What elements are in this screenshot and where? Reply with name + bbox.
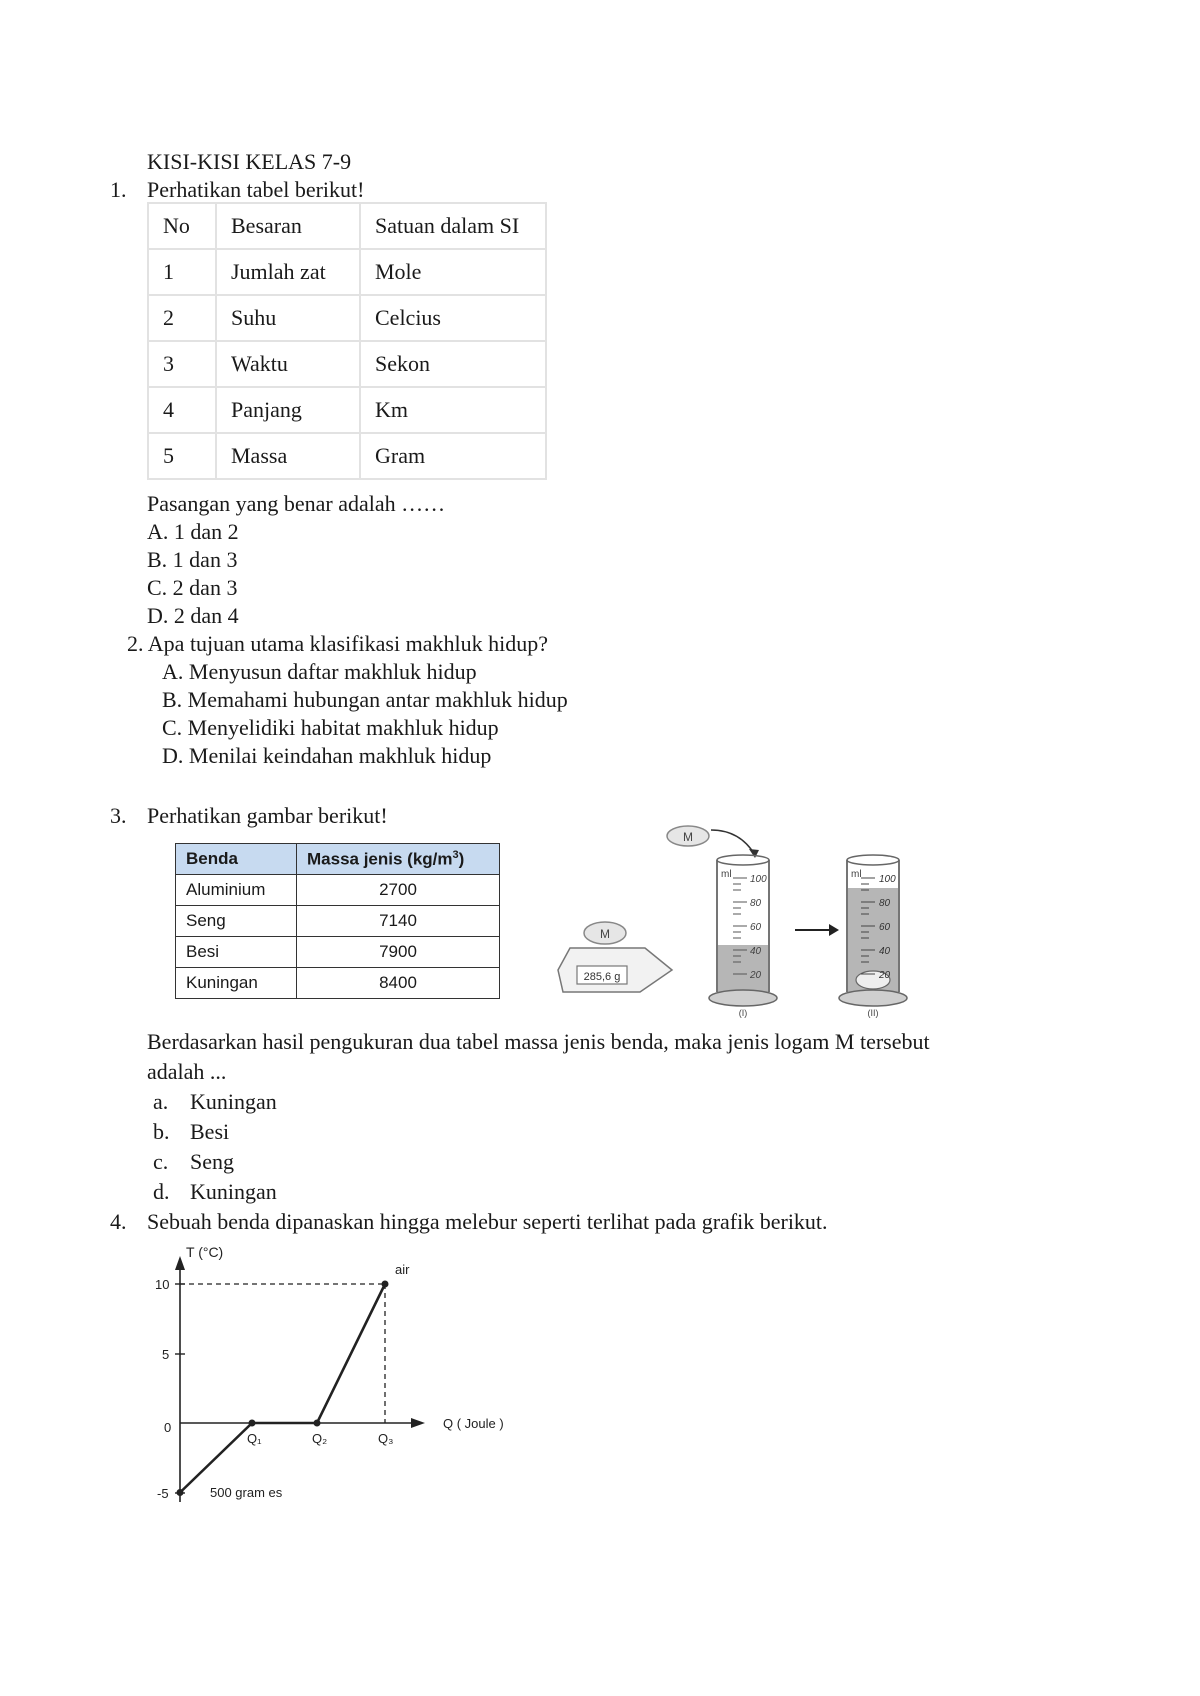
tick-label: 80 — [750, 898, 762, 909]
q1-option-b: B. 1 dan 3 — [147, 547, 238, 572]
table-row — [148, 433, 546, 479]
density-header-exponent: 3 — [452, 848, 459, 861]
table-cell: 5 — [148, 433, 216, 479]
q3-option-letter: a. — [153, 1089, 169, 1114]
page-title: KISI-KISI KELAS 7-9 — [147, 149, 352, 174]
table-header-cell: Benda — [176, 844, 297, 875]
q3-option-text: Kuningan — [190, 1179, 277, 1204]
tick-label: 60 — [750, 922, 762, 933]
table-cell: Sekon — [360, 341, 546, 387]
scale-object-label: M — [600, 927, 610, 941]
table-cell: Panjang — [216, 387, 360, 433]
table-cell: Jumlah zat — [216, 249, 360, 295]
x-axis-arrow-icon — [411, 1418, 425, 1428]
y-axis-label: T (°C) — [186, 1244, 224, 1260]
drop-arrow-icon — [711, 830, 755, 855]
table-cell: 2700 — [297, 875, 500, 906]
tick-label: 40 — [879, 946, 891, 957]
table-row — [148, 295, 546, 341]
table-cell: 3 — [148, 341, 216, 387]
data-point — [177, 1489, 184, 1496]
tick-label: 100 — [879, 874, 896, 885]
table-row — [176, 906, 500, 937]
table-cell: Kuningan — [176, 968, 297, 999]
table-header-row — [148, 203, 546, 249]
arrow-head-icon — [829, 924, 839, 936]
q3-option-text: Besi — [190, 1119, 230, 1144]
table-row — [176, 875, 500, 906]
table-cell: 7900 — [297, 937, 500, 968]
q1-option-d: D. 2 dan 4 — [147, 603, 239, 628]
cylinder-1 — [709, 855, 777, 1018]
table-cell: Gram — [360, 433, 546, 479]
q3-option-letter: b. — [153, 1119, 170, 1144]
table-cell: Waktu — [216, 341, 360, 387]
q1-number: 1. — [110, 177, 127, 202]
annotation-air: air — [395, 1262, 410, 1277]
q1-prompt: Perhatikan tabel berikut! — [147, 177, 365, 202]
data-point — [249, 1420, 256, 1427]
table-row — [148, 341, 546, 387]
table-row — [148, 387, 546, 433]
table-header-row — [176, 844, 500, 875]
density-header-text: Massa jenis (kg/m — [307, 849, 453, 869]
table-row — [176, 937, 500, 968]
table-cell: 4 — [148, 387, 216, 433]
table-cell: Km — [360, 387, 546, 433]
q3-option-letter: c. — [153, 1149, 169, 1174]
series-line — [180, 1284, 385, 1493]
q1-option-a: A. 1 dan 2 — [147, 519, 239, 544]
tick-label: 40 — [750, 946, 762, 957]
q2-option-d: D. Menilai keindahan makhluk hidup — [162, 743, 492, 768]
table-row — [148, 249, 546, 295]
table-cell: Besi — [176, 937, 297, 968]
density-table — [175, 843, 500, 999]
scale-reading: 285,6 g — [583, 971, 621, 983]
q4-number: 4. — [110, 1209, 127, 1234]
annotation-ice: 500 gram es — [210, 1485, 283, 1500]
table-cell: Mole — [360, 249, 546, 295]
q2-option-a: A. Menyusun daftar makhluk hidup — [162, 659, 477, 684]
table-cell: Celcius — [360, 295, 546, 341]
caption-1: (I) — [738, 1008, 748, 1018]
q3-option-letter: d. — [153, 1179, 170, 1204]
y-axis-arrow-icon — [175, 1256, 185, 1270]
measuring-cylinder-figure — [555, 820, 935, 1020]
y-tick-label: -5 — [157, 1486, 169, 1501]
table-cell: 2 — [148, 295, 216, 341]
tick-label: 20 — [750, 970, 762, 981]
q1-question: Pasangan yang benar adalah …… — [147, 491, 446, 516]
table-header-cell — [297, 844, 500, 875]
tick-label: 80 — [879, 898, 891, 909]
density-header-close: ) — [458, 849, 465, 869]
cylinder-2 — [839, 855, 907, 1018]
caption-2: (II) — [867, 1008, 879, 1018]
arrow-head-icon — [749, 849, 759, 858]
cylinder-2-unit: ml — [851, 869, 862, 880]
cylinder-1-unit: ml — [721, 869, 732, 880]
table-cell: Seng — [176, 906, 297, 937]
q3-option-text: Seng — [190, 1149, 234, 1174]
tick-label: 100 — [750, 874, 767, 885]
table-cell: Suhu — [216, 295, 360, 341]
table-header-cell: Besaran — [216, 203, 360, 249]
tick-label: 20 — [879, 970, 891, 981]
q2-option-b: B. Memahami hubungan antar makhluk hidup — [162, 687, 568, 712]
table-cell: Aluminium — [176, 875, 297, 906]
table-cell: 7140 — [297, 906, 500, 937]
y-tick-label: 0 — [164, 1420, 172, 1435]
table-cell: 1 — [148, 249, 216, 295]
q4-prompt: Sebuah benda dipanaskan hingga melebur seperti terlihat pada grafik berikut. — [147, 1209, 828, 1234]
table-header-cell: Satuan dalam SI — [360, 203, 546, 249]
x-tick-label: Q₃ — [378, 1431, 394, 1446]
table-cell: 8400 — [297, 968, 500, 999]
table-header-cell: No — [148, 203, 216, 249]
q3-prompt: Perhatikan gambar berikut! — [147, 803, 388, 828]
tick-label: 60 — [879, 922, 891, 933]
table-row — [176, 968, 500, 999]
x-tick-label: Q₂ — [312, 1431, 328, 1446]
y-tick-label: 10 — [155, 1277, 170, 1292]
x-tick-label: Q₁ — [247, 1431, 262, 1446]
x-axis-label: Q ( Joule ) — [443, 1416, 504, 1431]
data-point — [382, 1281, 389, 1288]
q3-option-text: Kuningan — [190, 1089, 277, 1114]
q3-question-line1: Berdasarkan hasil pengukuran dua tabel massa jenis benda, maka jenis logam M tersebut — [147, 1029, 930, 1054]
q1-option-c: C. 2 dan 3 — [147, 575, 238, 600]
object-m-label: M — [683, 830, 693, 844]
q2-option-c: C. Menyelidiki habitat makhluk hidup — [162, 715, 499, 740]
data-point — [314, 1420, 321, 1427]
y-tick-label: 5 — [162, 1347, 170, 1362]
q3-number: 3. — [110, 803, 127, 828]
q3-question-line2: adalah ... — [147, 1059, 227, 1084]
temperature-heat-chart — [140, 1240, 540, 1520]
q1-table — [147, 202, 547, 480]
q2-prompt: 2. Apa tujuan utama klasifikasi makhluk hidup? — [127, 631, 548, 656]
table-cell: Massa — [216, 433, 360, 479]
